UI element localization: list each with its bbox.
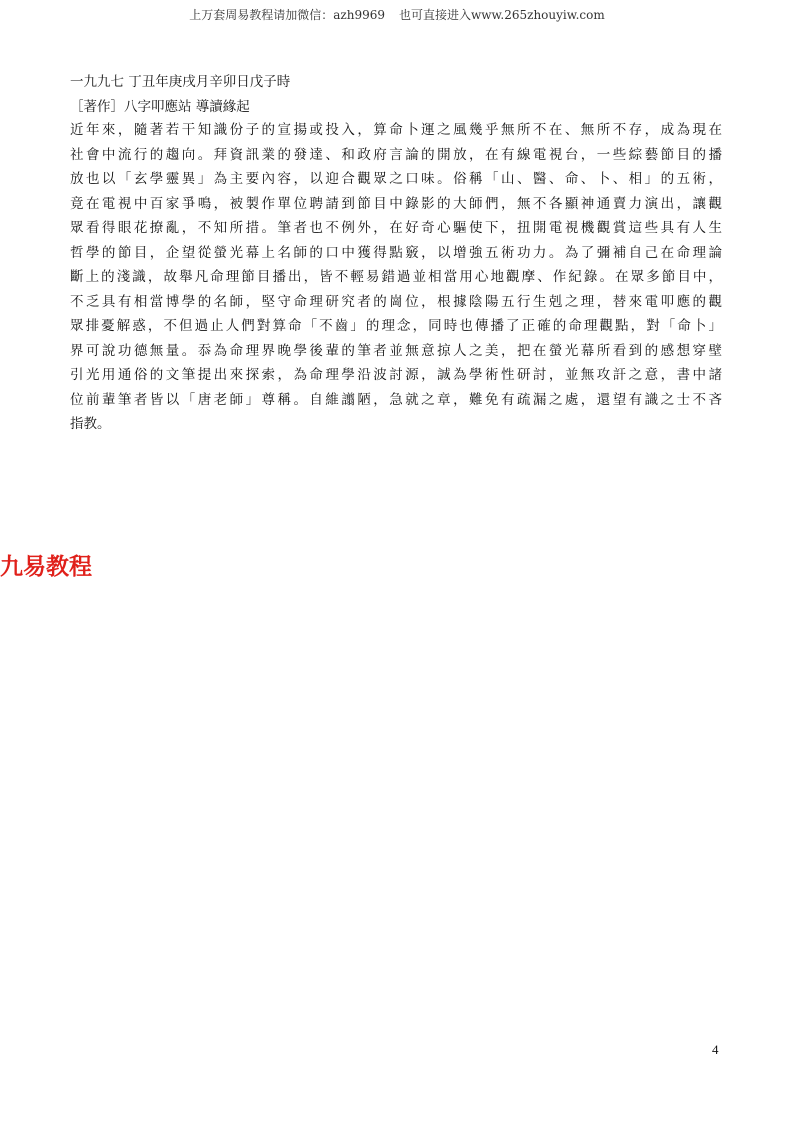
body-line: 眾看得眼花撩亂，不知所措。筆者也不例外，在好奇心驅使下，扭開電視機觀賞這些具有人生 xyxy=(70,220,722,236)
header-notice xyxy=(0,6,794,23)
body-line: 放也以「玄學靈異」為主要內容，以迎合觀眾之口味。俗稱「山、醫、命、卜、相」的五術， xyxy=(70,171,722,187)
body-line: 不乏具有相當博學的名師，堅守命理研究者的崗位，根據陰陽五行生剋之理，替來電叩應的觀 xyxy=(70,293,722,310)
body-line: 哲學的節目，企望從螢光幕上名師的口中獲得點竅，以增強五術功力。為了彌補自己在命理論 xyxy=(70,244,722,261)
header-notice-contact: 上万套周易教程请加微信：azh9969 xyxy=(189,8,386,22)
document-date-line: 一九九七 丁丑年庚戌月辛卯日戊子時 xyxy=(70,74,291,90)
body-line: 眾排憂解惑，不但過止人們對算命「不齒」的理念，同時也傳播了正確的命理觀點，對「命卜」 xyxy=(70,318,722,334)
body-line: 近年來，隨著若干知識份子的宣揚或投入，算命卜運之風幾乎無所不在、無所不存，成為現在 xyxy=(70,122,722,138)
body-line: 位前輩筆者皆以「唐老師」尊稱。自維譾陋，急就之章，難免有疏漏之處，還望有識之士不吝 xyxy=(70,391,722,408)
document-title: ［著作］八字叩應站 導讀緣起 xyxy=(70,99,250,115)
body-line: 指教。 xyxy=(70,416,111,432)
watermark-logo-text: 九易教程 xyxy=(0,554,92,580)
body-line: 界可說功德無量。忝為命理界晚學後輩的筆者並無意掠人之美，把在螢光幕所看到的感想穿壁 xyxy=(70,342,722,359)
body-line: 社會中流行的趨向。拜資訊業的發達、和政府言論的開放，在有線電視台，一些綜藝節目的播 xyxy=(70,146,722,163)
document-body xyxy=(70,118,722,437)
page-number: 4 xyxy=(712,1042,719,1057)
body-line: 引光用通俗的文筆提出來探索，為命理學沿波討源，誠為學術性研討，並無攻訐之意，書中諸 xyxy=(70,367,722,383)
body-line: 竟在電視中百家爭鳴，被製作單位聘請到節目中錄影的大師們，無不各顯神通賣力演出，讓觀 xyxy=(70,195,722,212)
header-notice-website: 也可直接进入www.265zhouyiw.com xyxy=(399,8,605,22)
body-line: 斷上的淺識，故舉凡命理節目播出，皆不輕易錯過並相當用心地觀摩、作紀錄。在眾多節目中， xyxy=(70,269,722,285)
